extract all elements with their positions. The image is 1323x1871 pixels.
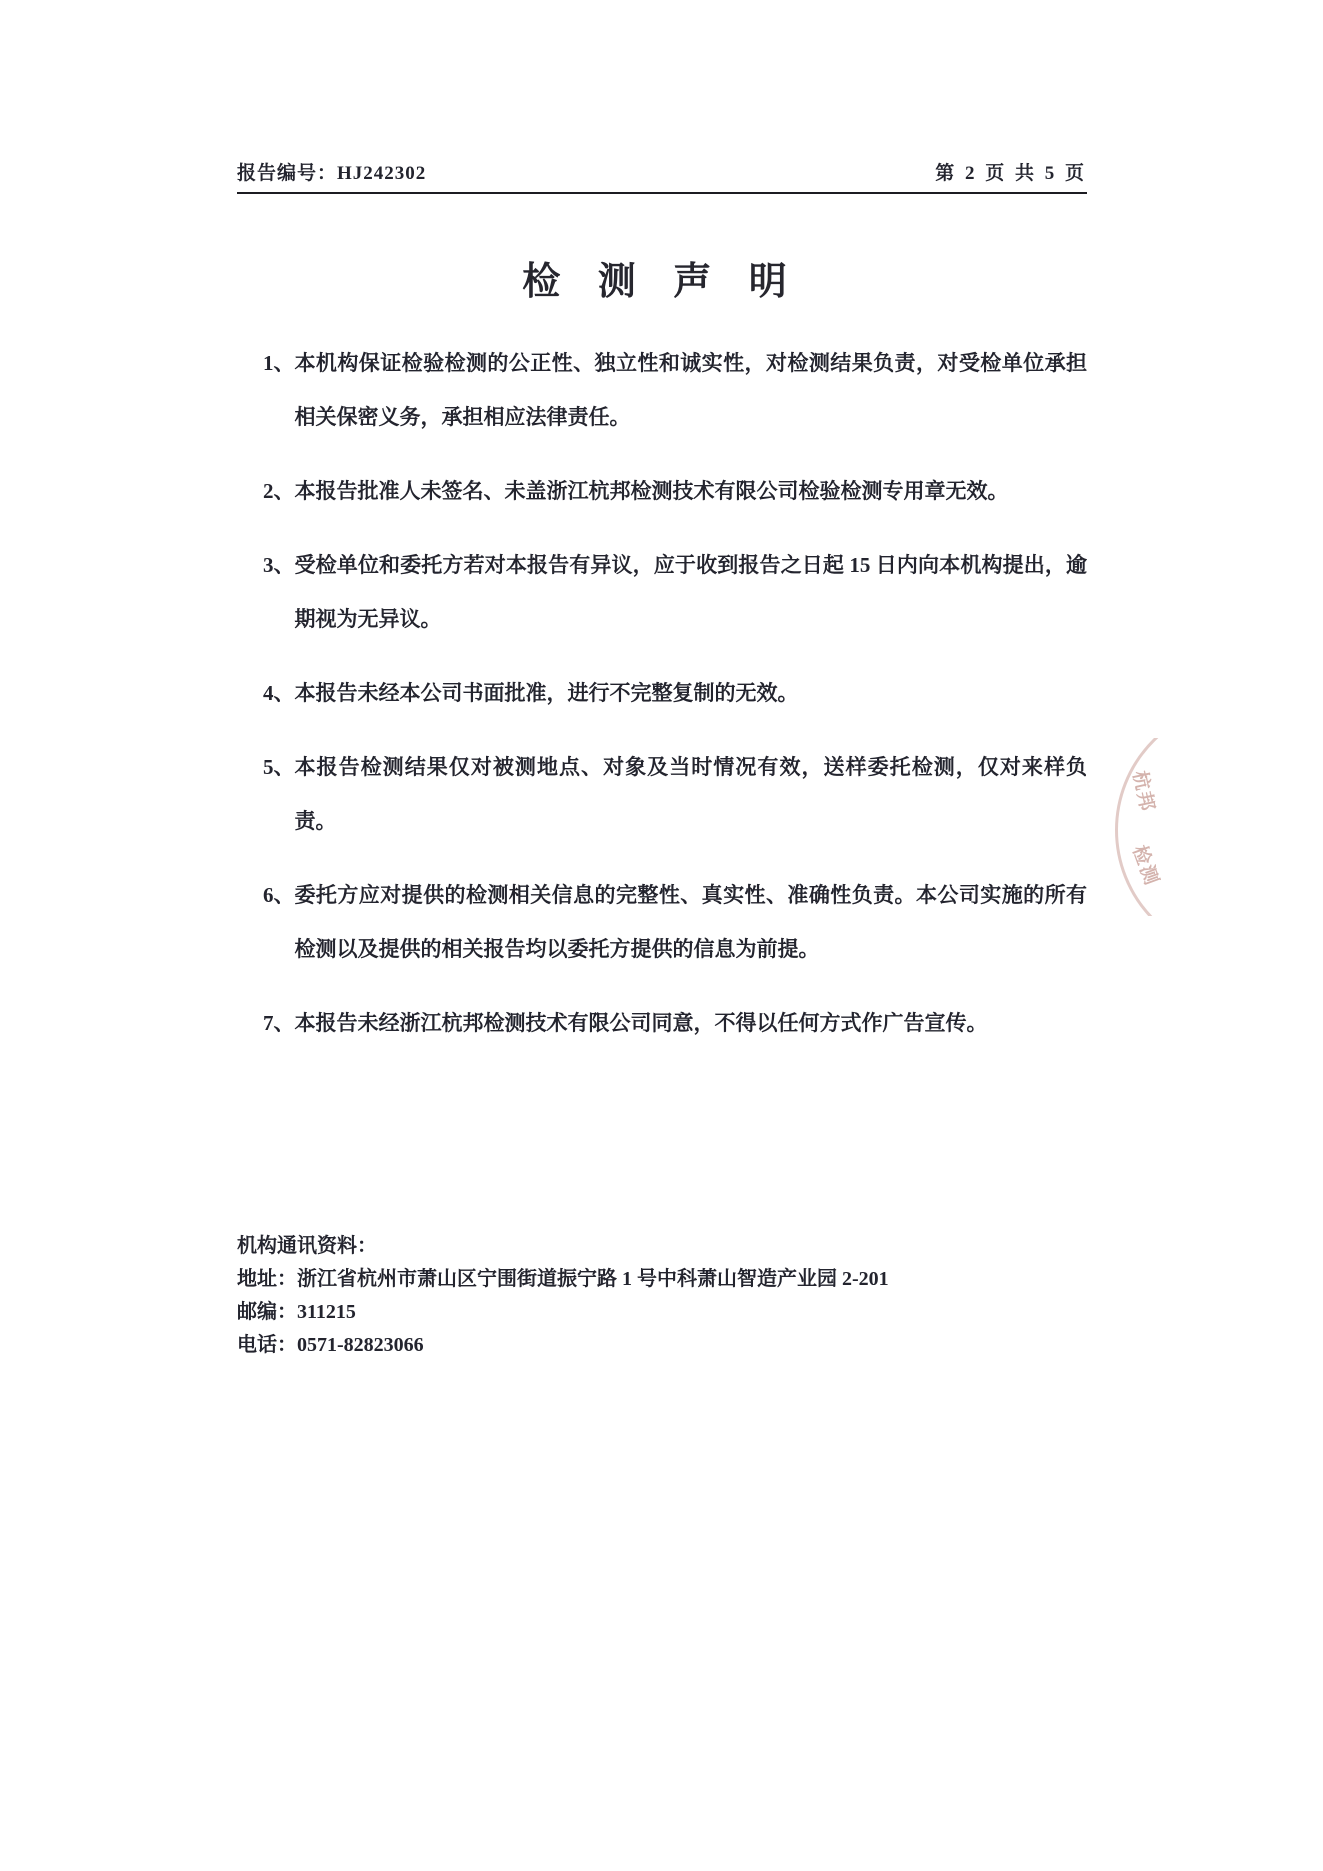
- statement-number: 2、: [263, 479, 295, 503]
- statement-text: 本报告未经浙江杭邦检测技术有限公司同意，不得以任何方式作广告宣传。: [294, 1011, 988, 1035]
- page-title: 检 测 声 明: [522, 261, 801, 303]
- statement-item: [263, 666, 1087, 720]
- contact-heading: 机构通讯资料：: [237, 1235, 377, 1257]
- statement-text: 本报告批准人未签名、未盖浙江杭邦检测技术有限公司检验检测专用章无效。: [294, 479, 1009, 503]
- statement-text: 本机构保证检验检测的公正性、独立性和诚实性，对检测结果负责，对受检单位承担相关保密义务，承担相应法律责任。: [294, 351, 1087, 429]
- statement-item: [263, 740, 1087, 848]
- statement-number: 4、: [263, 681, 295, 705]
- statement-number: 7、: [263, 1011, 295, 1035]
- page-header: [237, 158, 1087, 194]
- statement-text: 委托方应对提供的检测相关信息的完整性、真实性、准确性负责。本公司实施的所有检测以及提供的相关报告均以委托方提供的信息为前提。: [294, 883, 1087, 961]
- statement-item: [263, 996, 1087, 1050]
- report-number: 报告编号：HJ242302: [237, 163, 427, 184]
- statement-number: 6、: [263, 883, 295, 907]
- contact-address: 地址：浙江省杭州市萧山区宁围街道振宁路 1 号中科萧山智造产业园 2-201: [237, 1268, 889, 1290]
- statement-number: 1、: [263, 351, 295, 375]
- contact-info-block: [237, 1230, 1097, 1362]
- statement-text: 受检单位和委托方若对本报告有异议，应于收到报告之日起 15 日内向本机构提出，逾期视为无异议。: [294, 553, 1087, 631]
- contact-phone: 电话：0571-82823066: [237, 1334, 424, 1356]
- contact-zip: 邮编：311215: [237, 1301, 356, 1323]
- page-number-info: 第 2 页 共 5 页: [935, 163, 1087, 184]
- statement-item: [263, 464, 1087, 518]
- stamp-text-fragment: 检测: [1128, 842, 1163, 890]
- statement-text: 本报告未经本公司书面批准，进行不完整复制的无效。: [294, 681, 799, 705]
- statement-item: [263, 538, 1087, 646]
- statement-list: [263, 336, 1087, 1070]
- stamp-watermark: [1104, 738, 1174, 916]
- statement-text: 本报告检测结果仅对被测地点、对象及当时情况有效，送样委托检测，仅对来样负责。: [294, 755, 1087, 833]
- stamp-text-fragment: 杭邦: [1128, 769, 1158, 815]
- statement-item: [263, 336, 1087, 444]
- stamp-ring-arc: [1115, 738, 1174, 916]
- statement-item: [263, 868, 1087, 976]
- statement-number: 5、: [263, 755, 295, 779]
- statement-number: 3、: [263, 553, 295, 577]
